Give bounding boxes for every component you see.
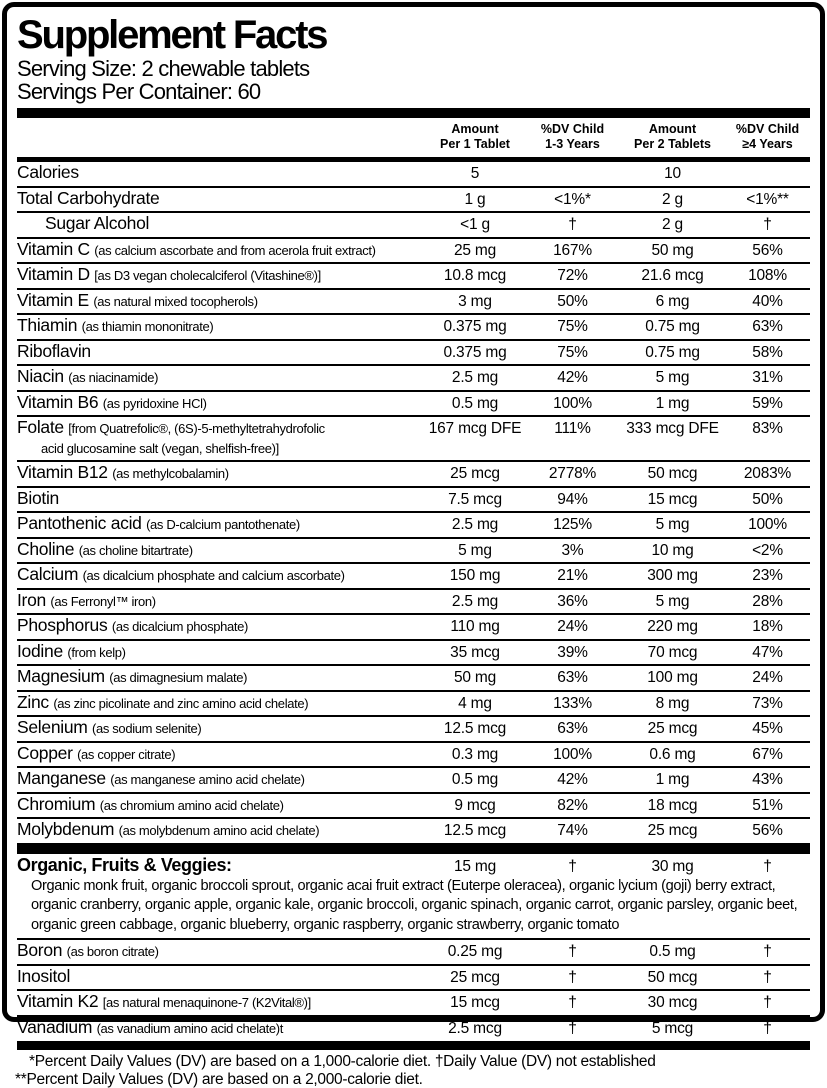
dv-child-1-3-years: † <box>568 216 577 233</box>
amount-per-1-tablet: 0.5 mg <box>451 771 499 788</box>
amount-per-2-tablets: 50 mcg <box>647 968 698 986</box>
amount-per-1-tablet: 25 mcg <box>450 968 500 986</box>
amount-per-2-tablets: 6 mg <box>655 292 690 310</box>
nutrient-desc: (as manganese amino acid chelate) <box>110 772 305 787</box>
header-line1: %DV Child <box>540 122 605 136</box>
amount-per-2-tablets: 300 mg <box>647 567 698 584</box>
amount-per-2-tablets: 21.6 mcg <box>641 267 704 284</box>
amount-per-2-tablets: 18 mcg <box>647 796 698 814</box>
dv-child-4plus-years: † <box>763 216 772 233</box>
nutrient-row <box>17 237 810 263</box>
dv-child-4plus-years: 63% <box>752 318 783 335</box>
nutrient-row <box>17 339 810 365</box>
dv-child-4plus-years: 43% <box>752 771 783 788</box>
dv-child-1-3-years: 167% <box>553 241 592 259</box>
amount-per-1-tablet: <1 g <box>460 216 490 233</box>
nutrient-name: Iodine <box>17 640 63 661</box>
footnote-daily-values-1000: *Percent Daily Values (DV) are based on a 1,000-calorie diet. †Daily Value (DV) not established <box>29 1053 656 1071</box>
column-header-dv-child-1-3 <box>525 122 620 152</box>
amount-per-1-tablet: 0.375 mg <box>443 343 507 361</box>
amount-per-2-tablets: 15 mcg <box>647 490 698 508</box>
amount-per-1-tablet: 12.5 mcg <box>443 720 507 737</box>
nutrient-desc: (as methylcobalamin) <box>112 466 229 481</box>
amount-per-1-tablet: 2.5 mg <box>451 516 499 533</box>
dv-child-1-3-years: 21% <box>557 567 588 584</box>
footnote-daily-values-2000: **Percent Daily Values (DV) are based on a 2,000-calorie diet. <box>15 1070 423 1088</box>
dv-child-4plus-years: 45% <box>752 720 783 737</box>
amount-per-1-tablet: 10.8 mcg <box>443 267 507 284</box>
nutrient-name: Calcium <box>17 564 79 584</box>
amount-per-1-tablet: 150 mg <box>449 567 501 584</box>
amount-per-1-tablet: 2.5 mg <box>451 592 499 610</box>
dv-child-4plus-years: 83% <box>752 420 783 437</box>
nutrient-row <box>17 364 810 390</box>
nutrient-name: Selenium <box>17 717 88 737</box>
amount-per-1-tablet: 7.5 mcg <box>448 490 502 508</box>
dv-child-1-3-years: 125% <box>553 516 592 533</box>
amount-per-2-tablets: 10 mg <box>651 541 694 559</box>
nutrient-row <box>17 162 810 186</box>
nutrient-row <box>17 415 810 460</box>
dv-child-4plus-years: 100% <box>748 516 787 533</box>
amount-per-2-tablets: 100 mg <box>647 669 698 686</box>
nutrient-row <box>17 766 810 792</box>
dv-child-4plus-years: 18% <box>752 618 783 635</box>
amount-per-1-tablet: 35 mcg <box>450 643 500 661</box>
dv-child-1-3-years: <1%* <box>554 190 591 208</box>
header-line2: 1-3 Years <box>545 137 600 151</box>
amount-per-2-tablets: 5 mcg <box>651 1019 694 1037</box>
nutrient-row <box>17 390 810 416</box>
header-line1: Amount <box>648 122 697 136</box>
nutrient-name: Pantothenic acid <box>17 513 142 533</box>
dv-child-4plus-years: 59% <box>752 394 783 412</box>
dv-child-4plus-years: † <box>763 857 772 875</box>
nutrient-row <box>17 511 810 537</box>
dv-child-1-3-years: 72% <box>557 267 588 284</box>
nutrient-name: Sugar Alcohol <box>45 213 150 233</box>
dv-child-1-3-years: 2778% <box>548 465 597 482</box>
dv-child-1-3-years: 42% <box>557 369 588 386</box>
dv-child-1-3-years: 100% <box>553 394 592 412</box>
nutrient-name: Vitamin B6 <box>17 391 99 412</box>
nutrient-name: Boron <box>17 940 63 961</box>
nutrient-desc: (as dimagnesium malate) <box>109 670 248 685</box>
dv-child-4plus-years: 67% <box>752 745 783 763</box>
nutrient-row <box>17 211 810 237</box>
name-column-spacer <box>17 122 425 152</box>
nutrient-row <box>17 562 810 588</box>
amount-per-1-tablet: 2.5 mcg <box>448 1019 502 1037</box>
dv-child-4plus-years: † <box>763 968 772 986</box>
amount-per-2-tablets: 5 mg <box>655 592 690 610</box>
nutrient-name: Iron <box>17 589 46 610</box>
dv-child-1-3-years: 36% <box>557 592 588 610</box>
header-line2: Per 1 Tablet <box>440 137 510 151</box>
amount-per-2-tablets: 0.75 mg <box>645 318 700 335</box>
nutrient-desc: [as natural menaquinone-7 (K2Vital®)] <box>102 995 311 1011</box>
amount-per-1-tablet: 50 mg <box>453 669 497 686</box>
amount-per-1-tablet: 0.25 mg <box>447 943 503 961</box>
amount-per-2-tablets: 2 g <box>662 216 683 233</box>
nutrient-row <box>17 186 810 212</box>
nutrient-desc: (as vanadium amino acid chelate)t <box>96 1020 284 1036</box>
nutrient-name: Total Carbohydrate <box>17 187 160 208</box>
nutrient-desc: (as molybdenum amino acid chelate) <box>118 823 320 838</box>
dv-child-4plus-years: † <box>763 994 772 1012</box>
amount-per-1-tablet: 9 mcg <box>454 796 496 814</box>
amount-per-2-tablets: 333 mcg DFE <box>626 420 719 437</box>
amount-per-2-tablets: 50 mg <box>651 241 694 259</box>
amount-per-1-tablet: 0.3 mg <box>451 745 499 763</box>
nutrient-desc: (as dicalcium phosphate) <box>111 619 248 634</box>
nutrient-desc: (as D-calcium pantothenate) <box>146 517 300 532</box>
nutrient-desc: (as pyridoxine HCl) <box>102 395 207 411</box>
amount-per-1-tablet: 0.5 mg <box>451 394 499 412</box>
nutrient-row <box>17 938 810 964</box>
amount-per-2-tablets: 10 <box>664 165 681 182</box>
nutrient-desc-line2: acid glucosamine salt (vegan, shelfish-free)] <box>41 440 279 456</box>
dv-child-4plus-years: 31% <box>752 369 783 386</box>
amount-per-2-tablets: 0.6 mg <box>649 745 696 763</box>
amount-per-2-tablets: 220 mg <box>647 618 698 635</box>
header-line1: %DV Child <box>735 122 800 136</box>
column-header-dv-child-4plus <box>725 122 810 152</box>
nutrient-row <box>17 690 810 716</box>
nutrient-row <box>17 715 810 741</box>
dv-child-1-3-years: 75% <box>557 318 588 335</box>
nutrient-desc: (as dicalcium phosphate and calcium ascorbate) <box>82 568 345 583</box>
dv-child-4plus-years: † <box>763 943 772 961</box>
nutrient-row <box>17 964 810 990</box>
nutrient-row <box>17 613 810 639</box>
nutrient-name: Niacin <box>17 366 64 386</box>
dv-child-1-3-years: 50% <box>557 292 588 310</box>
nutrient-row <box>17 817 810 843</box>
nutrient-desc: (as calcium ascorbate and from acerola fruit extract) <box>94 242 376 258</box>
dv-child-4plus-years: 108% <box>748 267 787 284</box>
nutrient-desc: (as niacinamide) <box>68 370 159 385</box>
nutrient-row <box>17 639 810 665</box>
dv-child-1-3-years: † <box>568 1019 577 1037</box>
amount-per-1-tablet: 5 mg <box>458 541 492 559</box>
nutrient-row <box>17 537 810 563</box>
dv-child-4plus-years: <2% <box>752 541 783 559</box>
nutrient-desc: [as D3 vegan cholecalciferol (Vitashine®)] <box>94 268 321 283</box>
amount-per-2-tablets: 5 mg <box>655 516 690 533</box>
nutrient-name: Magnesium <box>17 666 105 686</box>
nutrient-row <box>17 486 810 512</box>
dv-child-1-3-years: 133% <box>553 694 592 712</box>
nutrient-row <box>17 313 810 339</box>
amount-per-2-tablets: 1 mg <box>655 394 690 412</box>
dv-child-4plus-years: 40% <box>752 292 783 310</box>
column-header-row <box>17 118 810 157</box>
nutrient-row <box>17 460 810 486</box>
dv-child-1-3-years: 94% <box>557 490 588 508</box>
amount-per-1-tablet: 2.5 mg <box>451 369 499 386</box>
dv-child-1-3-years: 74% <box>557 822 588 839</box>
organic-fruits-veggies-row <box>17 854 810 878</box>
amount-per-2-tablets: 2 g <box>662 190 683 208</box>
nutrient-name: Phosphorus <box>17 615 108 635</box>
amount-per-2-tablets: 0.75 mg <box>645 343 700 361</box>
dv-child-1-3-years: 63% <box>557 720 588 737</box>
nutrient-name: Vitamin C <box>17 238 90 259</box>
dv-child-1-3-years: 111% <box>554 420 591 437</box>
nutrient-row <box>17 262 810 288</box>
nutrient-row <box>17 664 810 690</box>
nutrient-row <box>17 989 810 1015</box>
header-line1: Amount <box>451 122 499 136</box>
nutrient-name: Biotin <box>17 487 59 508</box>
dv-child-1-3-years: 39% <box>557 643 588 661</box>
nutrient-desc: (from kelp) <box>67 644 126 660</box>
amount-per-1-tablet: 15 mg <box>453 857 497 875</box>
separator-bar <box>17 108 810 118</box>
nutrient-desc: (as chromium amino acid chelate) <box>99 797 284 813</box>
amount-per-2-tablets: 50 mcg <box>647 465 698 482</box>
dv-child-4plus-years: 56% <box>752 822 783 839</box>
dv-child-1-3-years: † <box>568 994 577 1012</box>
nutrient-name: Choline <box>17 538 75 559</box>
header-line2: Per 2 Tablets <box>634 137 711 151</box>
nutrient-name: Zinc <box>17 691 49 712</box>
amount-per-1-tablet: 4 mg <box>458 694 492 712</box>
nutrient-name: Manganese <box>17 768 106 788</box>
dv-child-1-3-years: 24% <box>557 618 588 635</box>
amount-per-2-tablets: 70 mcg <box>647 643 698 661</box>
nutrient-desc: (as Ferronyl™ iron) <box>50 593 156 609</box>
dv-child-4plus-years: 50% <box>752 490 783 508</box>
amount-per-1-tablet: 167 mcg DFE <box>428 420 522 437</box>
amount-per-1-tablet: 3 mg <box>458 292 492 310</box>
dv-child-4plus-years: 24% <box>752 669 783 686</box>
dv-child-4plus-years: 51% <box>752 796 783 814</box>
amount-per-2-tablets: 8 mg <box>655 694 690 712</box>
dv-child-4plus-years: 2083% <box>743 465 792 482</box>
nutrient-desc: (as zinc picolinate and zinc amino acid chelate) <box>53 695 309 711</box>
nutrient-name: Molybdenum <box>17 819 115 839</box>
nutrient-name: Thiamin <box>17 315 78 335</box>
dv-child-1-3-years: 42% <box>557 771 588 788</box>
amount-per-2-tablets: 30 mg <box>651 857 694 875</box>
amount-per-1-tablet: 25 mg <box>453 241 497 259</box>
nutrient-name: Vitamin K2 <box>17 991 99 1012</box>
nutrient-row <box>17 288 810 314</box>
dv-child-4plus-years: <1%** <box>746 190 789 208</box>
nutrient-row <box>17 792 810 818</box>
nutrient-desc: (as sodium selenite) <box>92 721 202 736</box>
dv-child-4plus-years: 28% <box>752 592 783 610</box>
nutrient-name: Calories <box>17 162 79 182</box>
dv-child-1-3-years: 75% <box>557 343 588 361</box>
column-header-amount-2-tablets <box>620 122 725 152</box>
amount-per-2-tablets: 1 mg <box>655 771 690 788</box>
dv-child-1-3-years: † <box>568 968 577 986</box>
organic-ingredients-list: Organic monk fruit, organic broccoli sprout, organic acai fruit extract (Euterpe oleracea), organic lycium (goji) berry extract, organic cranberry, organic apple, organic kale, organic broccoli, organic spinach, organic carrot, organic parsley, organic beet, organic green cabbage, organic blueberry, organic raspberry, organic strawberry, organic tomato <box>31 878 798 933</box>
nutrient-name: Inositol <box>17 965 71 986</box>
amount-per-1-tablet: 5 <box>470 165 480 182</box>
header-line2: ≥4 Years <box>742 137 793 151</box>
nutrient-name: Chromium <box>17 793 96 814</box>
nutrient-name: Copper <box>17 742 73 763</box>
amount-per-1-tablet: 12.5 mcg <box>443 822 507 839</box>
amount-per-2-tablets: 5 mg <box>655 369 690 386</box>
nutrient-desc: (as thiamin mononitrate) <box>81 319 214 334</box>
nutrient-name: Riboflavin <box>17 340 91 361</box>
amount-per-2-tablets: 0.5 mg <box>649 943 696 961</box>
dv-child-1-3-years: † <box>568 943 577 961</box>
serving-size: Serving Size: 2 chewable tablets <box>17 56 310 81</box>
dv-child-4plus-years: 58% <box>752 343 783 361</box>
separator-bar <box>17 843 810 854</box>
nutrient-desc: (as copper citrate) <box>77 746 176 762</box>
supplement-facts-label <box>2 2 825 1088</box>
servings-per-container: Servings Per Container: 60 <box>17 79 261 104</box>
nutrient-name: Vitamin D <box>17 264 90 284</box>
dv-child-4plus-years: 47% <box>752 643 783 661</box>
amount-per-1-tablet: 0.375 mg <box>443 318 507 335</box>
nutrient-row <box>17 1015 810 1041</box>
label-title: Supplement Facts <box>17 13 327 57</box>
amount-per-2-tablets: 30 mcg <box>647 994 698 1012</box>
dv-child-1-3-years: 3% <box>561 541 584 559</box>
dv-child-4plus-years: 73% <box>752 694 783 712</box>
bottom-nutrient-table <box>17 938 810 1040</box>
dv-child-1-3-years: 82% <box>557 796 588 814</box>
amount-per-1-tablet: 110 mg <box>450 618 500 635</box>
dv-child-1-3-years: † <box>568 857 577 875</box>
nutrient-name: Folate <box>17 417 64 437</box>
nutrient-name: Vitamin B12 <box>17 462 108 482</box>
dv-child-4plus-years: 23% <box>752 567 783 584</box>
dv-child-1-3-years: 63% <box>557 669 588 686</box>
nutrient-name: Vitamin E <box>17 289 89 310</box>
nutrient-name: Vanadium <box>17 1016 93 1037</box>
separator-bar <box>17 1041 810 1050</box>
nutrient-desc: (as natural mixed tocopherols) <box>93 293 258 309</box>
amount-per-2-tablets: 25 mcg <box>647 720 698 737</box>
footnotes <box>17 1053 810 1088</box>
nutrient-table <box>17 162 810 843</box>
dv-child-1-3-years: 100% <box>553 745 592 763</box>
dv-child-4plus-years: 56% <box>752 241 783 259</box>
nutrient-row <box>17 741 810 767</box>
organic-section-name: Organic, Fruits & Veggies: <box>17 854 232 875</box>
amount-per-2-tablets: 25 mcg <box>647 822 698 839</box>
nutrient-row <box>17 588 810 614</box>
nutrient-desc: (as boron citrate) <box>66 944 159 960</box>
amount-per-1-tablet: 25 mcg <box>450 465 500 482</box>
column-header-amount-1-tablet <box>425 122 525 152</box>
amount-per-1-tablet: 1 g <box>464 190 486 208</box>
nutrient-desc: (as choline bitartrate) <box>78 542 193 558</box>
amount-per-1-tablet: 15 mcg <box>450 994 500 1012</box>
nutrient-desc: [from Quatrefolic®, (6S)-5-methyltetrahydrofolic <box>68 421 325 436</box>
dv-child-4plus-years: † <box>763 1019 772 1037</box>
